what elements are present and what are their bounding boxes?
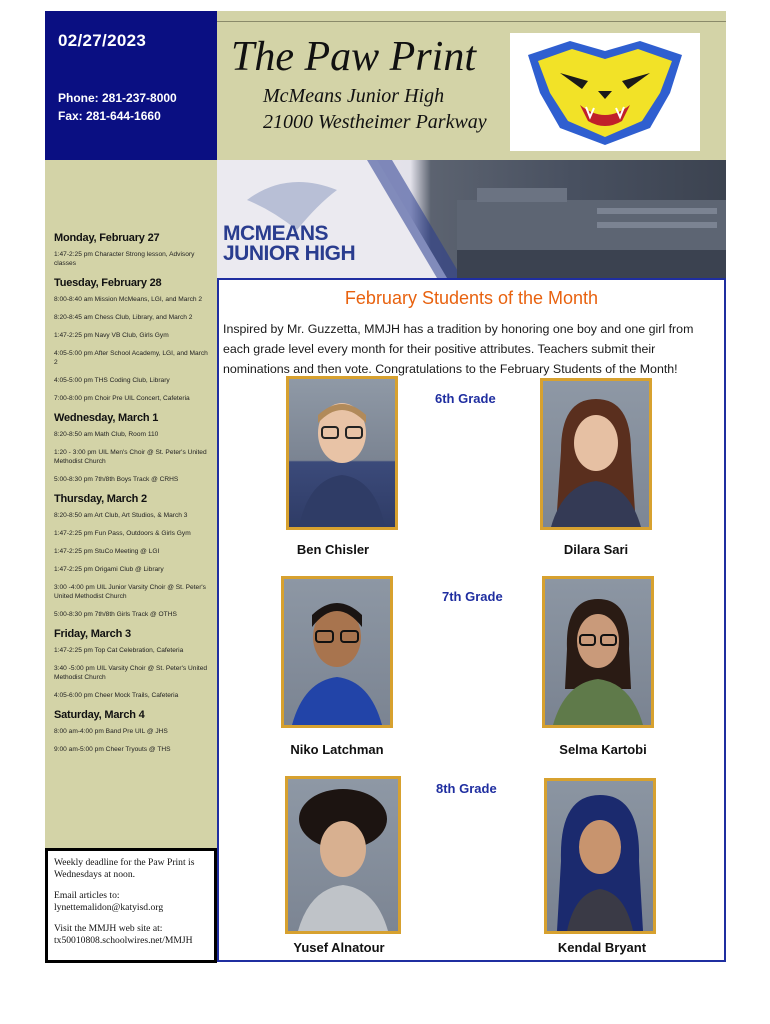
- issue-date: 02/27/2023: [58, 31, 147, 50]
- calendar-event: 1:47-2:25 pm Character Strong lesson, Advisory classes: [54, 251, 195, 267]
- calendar-event: 8:20-8:45 am Chess Club, Library, and March 2: [54, 314, 193, 321]
- wildcat-logo-icon: [510, 33, 700, 151]
- deadline-text: Weekly deadline for the Paw Print is Wednesdays at noon.: [54, 857, 195, 880]
- calendar-day: [54, 709, 208, 754]
- school-name: McMeans Junior High: [263, 85, 445, 107]
- calendar-event: 8:00-8:40 am Mission McMeans, LGI, and March 2: [54, 296, 203, 303]
- student-photo: [540, 378, 652, 530]
- student-photo: [281, 576, 393, 728]
- calendar-day: [54, 412, 208, 484]
- student-name: Kendal Bryant: [557, 940, 647, 955]
- student-photo: [285, 776, 401, 934]
- calendar-day-title: Tuesday, February 28: [54, 277, 162, 289]
- calendar-event: 1:47-2:25 pm StuCo Meeting @ LGI: [54, 548, 160, 555]
- wildcat-logo: [510, 33, 700, 151]
- calendar-day-title: Thursday, March 2: [54, 493, 147, 505]
- grade-label-7th: 7th Grade: [442, 589, 503, 604]
- grade-label-8th: 8th Grade: [436, 781, 497, 796]
- school-address: 21000 Westheimer Parkway: [263, 111, 487, 133]
- student-portrait-icon: [284, 579, 390, 725]
- calendar-event: 3:40 -5:00 pm UIL Varsity Choir @ St. Peter's United Methodist Church: [54, 665, 208, 681]
- fax-number: Fax: 281-644-1660: [58, 109, 161, 123]
- calendar-event: 4:05-5:00 pm THS Coding Club, Library: [54, 377, 170, 384]
- student-photo: [542, 576, 654, 728]
- calendar-event: 1:20 - 3:00 pm UIL Men's Choir @ St. Peter's United Methodist Church: [54, 449, 207, 465]
- student-portrait-icon: [288, 779, 398, 931]
- student-name: Dilara Sari: [563, 542, 629, 557]
- calendar-event: 8:20-8:50 am Art Club, Art Studios, & March 3: [54, 512, 188, 519]
- calendar-event: 1:47-2:25 pm Origami Club @ Library: [54, 566, 164, 573]
- calendar-event: 1:47-2:25 pm Navy VB Club, Girls Gym: [54, 332, 169, 339]
- calendar-event: 8:20-8:50 am Math Club, Room 110: [54, 431, 159, 438]
- student-portrait-icon: [547, 781, 653, 931]
- calendar-event: 8:00 am-4:00 pm Band Pre UIL @ JHS: [54, 728, 168, 735]
- calendar-event: 5:00-8:30 pm 7th/8th Boys Track @ CRHS: [54, 476, 179, 483]
- calendar-day-title: Monday, February 27: [54, 232, 160, 244]
- email-info: Email articles to: lynettemalidon@katyisd.org: [54, 890, 164, 913]
- masthead-rule: [217, 21, 726, 22]
- calendar-event: 5:00-8:30 pm 7th/8th Girls Track @ OTHS: [54, 611, 177, 618]
- student-portrait-icon: [545, 579, 651, 725]
- banner-line-1: MCMEANS: [223, 222, 328, 245]
- student-name: Selma Kartobi: [559, 742, 647, 757]
- masthead: [217, 11, 726, 160]
- calendar-day: [54, 493, 208, 619]
- calendar-event: 4:05-6:00 pm Cheer Mock Trails, Cafeteria: [54, 692, 179, 699]
- banner-line-2: JUNIOR HIGH: [223, 242, 356, 265]
- calendar-day: [54, 628, 208, 700]
- banner-school-name: [223, 224, 355, 264]
- calendar-event: 1:47-2:25 pm Fun Pass, Outdoors & Girls Gym: [54, 530, 191, 537]
- phone-number: Phone: 281-237-8000: [58, 91, 177, 105]
- student-portrait-icon: [543, 381, 649, 527]
- intro-paragraph: Inspired by Mr. Guzzetta, MMJH has a tradition by honoring one boy and one girl from each grade level every month for their positive attributes. Teachers submit their nominations and then vote. Congratulations to the February Students of the Month!: [223, 322, 694, 376]
- student-photo: [544, 778, 656, 934]
- newsletter-title: The Paw Print: [231, 34, 477, 80]
- website-info: Visit the MMJH web site at: tx50010808.schoolwires.net/MMJH: [54, 923, 193, 946]
- deadline-notice: [45, 848, 217, 963]
- calendar-day-title: Wednesday, March 1: [54, 412, 159, 424]
- grade-label-6th: 6th Grade: [435, 391, 496, 406]
- events-calendar: [45, 160, 217, 850]
- calendar-day: [54, 232, 208, 268]
- calendar-event: 4:05-5:00 pm After School Academy, LGI, and March 2: [54, 350, 208, 366]
- student-photo: [286, 376, 398, 530]
- contact-info: [58, 89, 204, 125]
- calendar-event: 3:00 -4:00 pm UIL Junior Varsity Choir @ St. Peter's United Methodist Church: [54, 584, 206, 600]
- student-name: Yusef Alnatour: [293, 940, 385, 955]
- calendar-event: 9:00 am-5:00 pm Cheer Tryouts @ THS: [54, 746, 171, 753]
- calendar-day-title: Saturday, March 4: [54, 709, 145, 721]
- calendar-event: 7:00-8:00 pm Choir Pre UIL Concert, Cafeteria: [54, 395, 190, 402]
- student-name: Ben Chisler: [296, 542, 370, 557]
- section-title: February Students of the Month: [344, 288, 599, 308]
- contact-panel: [45, 11, 217, 160]
- calendar-event: 1:47-2:25 pm Top Cat Celebration, Cafeteria: [54, 647, 184, 654]
- students-of-the-month: [217, 278, 726, 962]
- student-name: Niko Latchman: [290, 742, 384, 757]
- calendar-day: [54, 277, 208, 403]
- calendar-day-title: Friday, March 3: [54, 628, 131, 640]
- school-banner: [217, 160, 726, 278]
- student-portrait-icon: [289, 379, 395, 527]
